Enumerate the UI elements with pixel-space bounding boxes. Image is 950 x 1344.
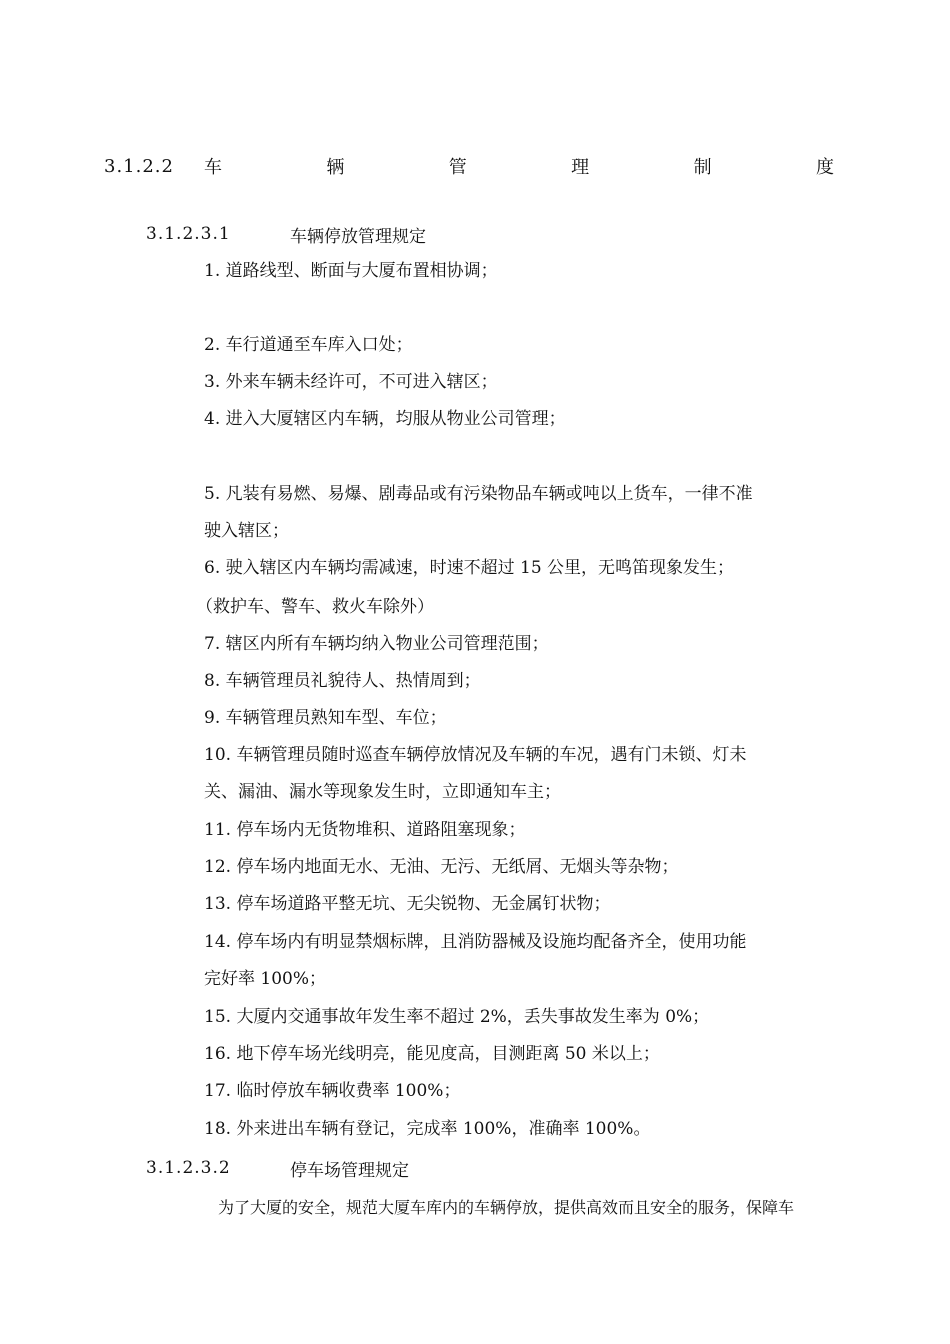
heading-char: 辆 xyxy=(326,157,345,178)
list-item: 11. 停车场内无货物堆积、道路阻塞现象； xyxy=(204,820,526,840)
list-item: 17. 临时停放车辆收费率 100%； xyxy=(204,1081,461,1101)
heading-char: 车 xyxy=(204,157,222,178)
list-item-continuation: 驶入辖区； xyxy=(204,521,289,541)
heading-number: 3.1.2.2 xyxy=(104,155,174,177)
list-item: 8. 车辆管理员礼貌待人、热情周到； xyxy=(204,671,481,691)
subsection-number: 3.1.2.3.2 xyxy=(146,1158,231,1178)
subsection-title: 停车场管理规定 xyxy=(290,1160,409,1181)
heading-char: 理 xyxy=(571,157,590,178)
heading-title xyxy=(204,153,834,179)
list-item: 13. 停车场道路平整无坑、无尖锐物、无金属钉状物； xyxy=(204,894,611,914)
list-item-continuation: 完好率 100%； xyxy=(204,969,327,989)
list-item: 2. 车行道通至车库入口处； xyxy=(204,335,413,355)
heading-char: 度 xyxy=(815,157,834,178)
subsection-title: 车辆停放管理规定 xyxy=(290,226,426,247)
list-item: 15. 大厦内交通事故年发生率不超过 2%，丢失事故发生率为 0%； xyxy=(204,1007,710,1027)
list-item: 4. 进入大厦辖区内车辆，均服从物业公司管理； xyxy=(204,409,566,429)
heading-char: 制 xyxy=(693,157,712,178)
subsection-heading-1 xyxy=(146,221,426,247)
list-item: 3. 外来车辆未经许可，不可进入辖区； xyxy=(204,372,498,392)
body-paragraph: 为了大厦的安全，规范大厦车库内的车辆停放，提供高效而且安全的服务，保障车 xyxy=(218,1198,795,1217)
list-item: 18. 外来进出车辆有登记，完成率 100%，准确率 100%。 xyxy=(204,1119,651,1139)
list-item: 7. 辖区内所有车辆均纳入物业公司管理范围； xyxy=(204,634,549,654)
list-item: 10. 车辆管理员随时巡查车辆停放情况及车辆的车况，遇有门未锁、灯未 xyxy=(204,745,747,765)
list-item: 1. 道路线型、断面与大厦布置相协调； xyxy=(204,261,498,281)
list-item-continuation: 关、漏油、漏水等现象发生时，立即通知车主； xyxy=(204,782,561,802)
list-item: 5. 凡装有易燃、易爆、剧毒品或有污染物品车辆或吨以上货车，一律不准 xyxy=(204,484,753,504)
subsection-number: 3.1.2.3.1 xyxy=(146,224,231,244)
section-heading xyxy=(104,152,834,180)
list-item: 12. 停车场内地面无水、无油、无污、无纸屑、无烟头等杂物； xyxy=(204,857,679,877)
list-item: 16. 地下停车场光线明亮，能见度高，目测距离 50 米以上； xyxy=(204,1044,660,1064)
list-item: 6. 驶入辖区内车辆均需减速，时速不超过 15 公里，无鸣笛现象发生； xyxy=(204,558,735,578)
subsection-heading-2 xyxy=(146,1155,409,1181)
list-item: 9. 车辆管理员熟知车型、车位； xyxy=(204,708,447,728)
list-item: 14. 停车场内有明显禁烟标牌，且消防器械及设施均配备齐全，使用功能 xyxy=(204,932,747,952)
heading-char: 管 xyxy=(448,157,467,178)
list-item-note: （救护车、警车、救火车除外） xyxy=(196,597,434,617)
